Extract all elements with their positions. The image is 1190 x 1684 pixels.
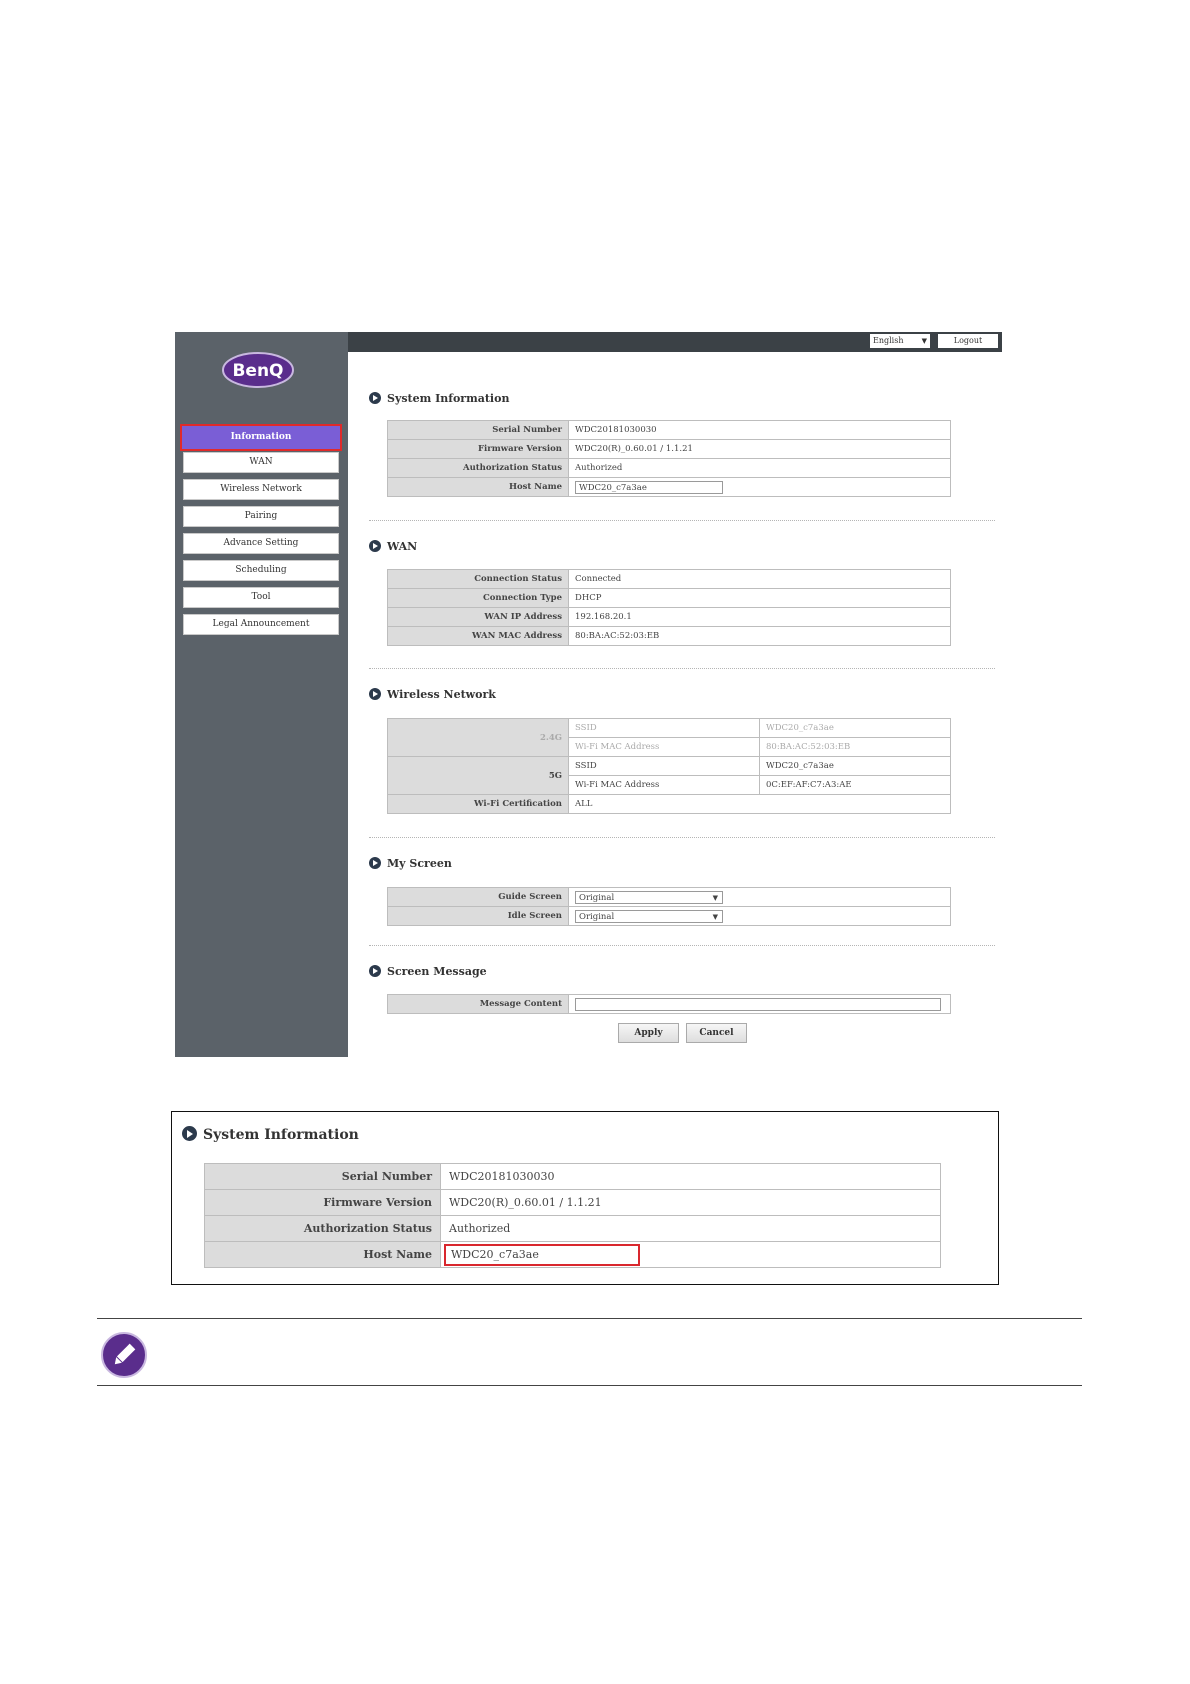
wan-ip-value: 192.168.20.1: [569, 608, 951, 627]
table-row: [205, 1190, 941, 1216]
benq-logo: [222, 350, 294, 390]
connection-type-label: Connection Type: [388, 589, 569, 608]
connection-status-label: Connection Status: [388, 570, 569, 589]
sidebar-item-wan[interactable]: WAN: [183, 452, 339, 473]
host-name-input-highlighted[interactable]: WDC20_c7a3ae: [444, 1244, 640, 1266]
wan-ip-label: WAN IP Address: [388, 608, 569, 627]
section-title-screen-message: Screen Message: [369, 965, 487, 978]
sidebar: [175, 332, 348, 1057]
wifi-mac-24-label: Wi-Fi MAC Address: [569, 738, 760, 757]
ssid-24-label: SSID: [569, 719, 760, 738]
logout-button[interactable]: Logout: [938, 334, 998, 348]
band-5-label: 5G: [388, 757, 569, 795]
note-bottom-rule: [97, 1385, 1082, 1386]
table-row: [388, 570, 951, 589]
system-information-zoom: [171, 1111, 999, 1285]
sidebar-item-tool[interactable]: Tool: [183, 587, 339, 608]
firmware-version-value: WDC20(R)_0.60.01 / 1.1.21: [569, 440, 951, 459]
table-row: [388, 795, 951, 814]
section-divider: [369, 520, 995, 521]
idle-screen-label: Idle Screen: [388, 907, 569, 926]
cancel-button[interactable]: Cancel: [686, 1023, 747, 1043]
table-row: [388, 907, 951, 926]
section-divider: [369, 668, 995, 669]
chevron-down-icon: ▼: [712, 893, 718, 902]
table-row: [388, 421, 951, 440]
screen-message-table: [387, 994, 951, 1014]
wifi-certification-label: Wi-Fi Certification: [388, 795, 569, 814]
host-name-label: Host Name: [205, 1242, 441, 1268]
wifi-certification-value: ALL: [569, 795, 951, 814]
table-row: [388, 719, 951, 738]
chevron-down-icon: ▼: [712, 912, 718, 921]
section-title-system-information: System Information: [369, 392, 509, 405]
serial-number-label: Serial Number: [388, 421, 569, 440]
my-screen-table: [387, 887, 951, 926]
admin-console: [175, 332, 1002, 1057]
sidebar-item-legal-announcement[interactable]: Legal Announcement: [183, 614, 339, 635]
chevron-down-icon: ▼: [921, 337, 927, 345]
top-bar: [348, 332, 1002, 352]
guide-screen-label: Guide Screen: [388, 888, 569, 907]
table-row: [388, 627, 951, 646]
firmware-version-label: Firmware Version: [205, 1190, 441, 1216]
authorization-status-label: Authorization Status: [205, 1216, 441, 1242]
guide-screen-select[interactable]: [575, 891, 723, 904]
section-divider: [369, 945, 995, 946]
message-content-input[interactable]: [575, 998, 941, 1011]
host-name-input[interactable]: WDC20_c7a3ae: [575, 481, 723, 494]
authorization-status-label: Authorization Status: [388, 459, 569, 478]
table-row: [205, 1164, 941, 1190]
sidebar-item-wireless-network[interactable]: Wireless Network: [183, 479, 339, 500]
table-row: [205, 1242, 941, 1268]
sidebar-item-scheduling[interactable]: Scheduling: [183, 560, 339, 581]
wifi-mac-5-value: 0C:EF:AF:C7:A3:AE: [760, 776, 951, 795]
table-row: [388, 459, 951, 478]
idle-screen-value: Original: [579, 911, 615, 922]
section-title-wan: WAN: [369, 540, 417, 553]
serial-number-value: WDC20181030030: [569, 421, 951, 440]
ssid-5-label: SSID: [569, 757, 760, 776]
zoom-section-title: System Information: [182, 1126, 359, 1143]
language-value: English: [873, 336, 904, 345]
ssid-24-value: WDC20_c7a3ae: [760, 719, 951, 738]
connection-status-value: Connected: [569, 570, 951, 589]
section-bullet-icon: [369, 857, 381, 869]
table-row: [388, 589, 951, 608]
idle-screen-select[interactable]: [575, 910, 723, 923]
message-content-label: Message Content: [388, 995, 569, 1014]
band-24-label: 2.4G: [388, 719, 569, 757]
host-name-label: Host Name: [388, 478, 569, 497]
section-bullet-icon: [369, 688, 381, 700]
table-row: [388, 608, 951, 627]
wireless-table: [387, 718, 951, 814]
firmware-version-value: WDC20(R)_0.60.01 / 1.1.21: [441, 1190, 941, 1216]
table-row: [388, 478, 951, 497]
authorization-status-value: Authorized: [569, 459, 951, 478]
ssid-5-value: WDC20_c7a3ae: [760, 757, 951, 776]
table-row: [388, 995, 951, 1014]
section-bullet-icon: [182, 1126, 197, 1141]
authorization-status-value: Authorized: [441, 1216, 941, 1242]
svg-text:BenQ: BenQ: [232, 361, 284, 381]
connection-type-value: DHCP: [569, 589, 951, 608]
system-info-table: [387, 420, 951, 497]
apply-button[interactable]: Apply: [618, 1023, 679, 1043]
firmware-version-label: Firmware Version: [388, 440, 569, 459]
section-title-wireless-network: Wireless Network: [369, 688, 496, 701]
language-select[interactable]: [870, 334, 930, 348]
section-bullet-icon: [369, 392, 381, 404]
wan-mac-label: WAN MAC Address: [388, 627, 569, 646]
sidebar-item-information[interactable]: Information: [180, 424, 342, 451]
section-title-my-screen: My Screen: [369, 857, 452, 870]
section-bullet-icon: [369, 965, 381, 977]
note-top-rule: [97, 1318, 1082, 1319]
serial-number-label: Serial Number: [205, 1164, 441, 1190]
serial-number-value: WDC20181030030: [441, 1164, 941, 1190]
zoom-system-info-table: [204, 1163, 941, 1268]
wan-mac-value: 80:BA:AC:52:03:EB: [569, 627, 951, 646]
sidebar-item-pairing[interactable]: Pairing: [183, 506, 339, 527]
section-divider: [369, 837, 995, 838]
table-row: [388, 888, 951, 907]
table-row: [388, 440, 951, 459]
wan-table: [387, 569, 951, 646]
section-bullet-icon: [369, 540, 381, 552]
sidebar-item-advance-setting[interactable]: Advance Setting: [183, 533, 339, 554]
wifi-mac-5-label: Wi-Fi MAC Address: [569, 776, 760, 795]
wifi-mac-24-value: 80:BA:AC:52:03:EB: [760, 738, 951, 757]
table-row: [205, 1216, 941, 1242]
guide-screen-value: Original: [579, 892, 615, 903]
table-row: [388, 757, 951, 776]
pencil-note-icon: [101, 1332, 147, 1378]
